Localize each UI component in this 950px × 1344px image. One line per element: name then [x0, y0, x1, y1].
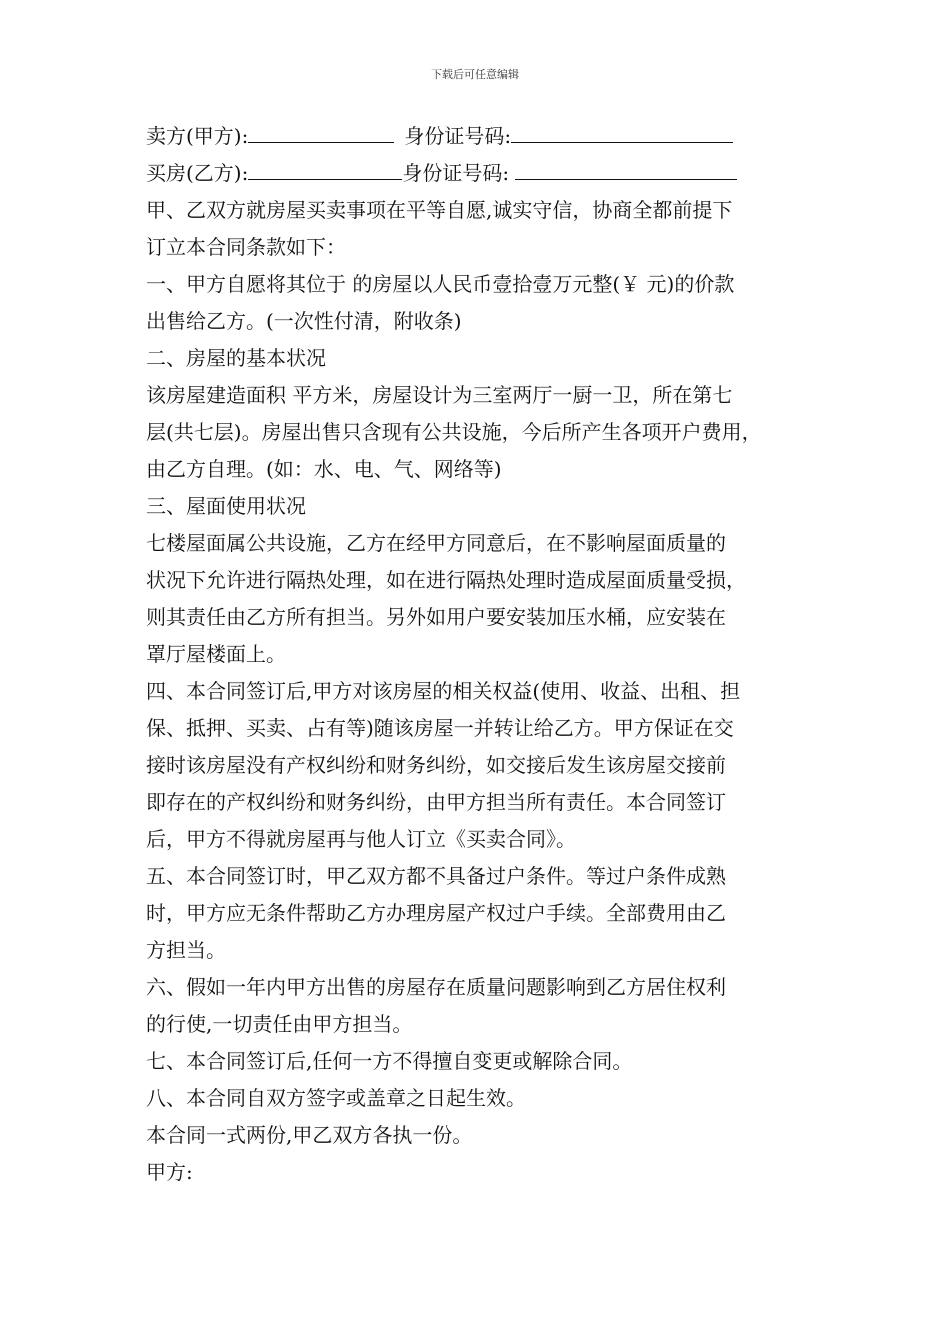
clause-line: 七楼屋面属公共设施，乙方在经甲方同意后，在不影响屋面质量的	[146, 531, 726, 555]
seller-name-field[interactable]	[248, 120, 394, 143]
buyer-line	[146, 155, 810, 192]
contract-body	[146, 118, 810, 1191]
clause-line: 四、本合同签订后,甲方对该房屋的相关权益(使用、收益、出租、担	[146, 679, 741, 703]
clause-line: 状况下允许进行隔热处理，如在进行隔热处理时造成屋面质量受损，	[146, 568, 746, 592]
section-heading: 二、房屋的基本状况	[146, 346, 326, 370]
signature-label: 甲方:	[146, 1160, 193, 1184]
clause-line: 甲、乙双方就房屋买卖事项在平等自愿,诚实守信，协商全都前提下	[146, 198, 733, 222]
clause-line: 八、本合同自双方签字或盖章之日起生效。	[146, 1086, 526, 1110]
clause-line: 的行使,一切责任由甲方担当。	[146, 1012, 413, 1036]
clause-line: 本合同一式两份,甲乙双方各执一份。	[146, 1123, 473, 1147]
clause-line: 罩厅屋楼面上。	[146, 642, 286, 666]
seller-id-field[interactable]	[511, 120, 733, 143]
clause-line: 订立本合同条款如下：	[146, 235, 346, 259]
clause-line: 该房屋建造面积 平方米，房屋设计为三室两厅一厨一卫，所在第七	[146, 383, 733, 407]
clause-line: 由乙方自理。(如：水、电、气、网络等)	[146, 457, 502, 481]
clause-line: 时，甲方应无条件帮助乙方办理房屋产权过户手续。全部费用由乙	[146, 901, 726, 925]
clause-line: 则其责任由乙方所有担当。另外如用户要安装加压水桶，应安装在	[146, 605, 726, 629]
seller-id-label: 身份证号码:	[404, 124, 512, 148]
buyer-id-field[interactable]	[515, 157, 737, 180]
clause-line: 六、假如一年内甲方出售的房屋存在质量问题影响到乙方居住权利	[146, 975, 726, 999]
clause-line: 即存在的产权纠纷和财务纠纷，由甲方担当所有责任。本合同签订	[146, 790, 726, 814]
clause-line: 方担当。	[146, 938, 226, 962]
clause-line: 接时该房屋没有产权纠纷和财务纠纷，如交接后发生该房屋交接前	[146, 753, 726, 777]
seller-label: 卖方(甲方):	[146, 124, 249, 148]
buyer-label: 买房(乙方):	[146, 161, 249, 185]
clause-line: 五、本合同签订时，甲乙双方都不具备过户条件。等过户条件成熟	[146, 864, 726, 888]
clause-line: 一、甲方自愿将其位于 的房屋以人民币壹拾壹万元整(￥ 元)的价款	[146, 272, 735, 296]
clause-line: 保、抵押、买卖、占有等)随该房屋一并转让给乙方。甲方保证在交	[146, 716, 734, 740]
clause-line: 七、本合同签订后,任何一方不得擅自变更或解除合同。	[146, 1049, 633, 1073]
seller-line	[146, 118, 810, 155]
section-heading: 三、屋面使用状况	[146, 494, 306, 518]
clause-line: 出售给乙方。(一次性付清，附收条)	[146, 309, 462, 333]
clause-line: 层(共七层)。房屋出售只含现有公共设施，今后所产生各项开户费用，	[146, 420, 762, 444]
clause-line: 后，甲方不得就房屋再与他人订立《买卖合同》。	[146, 827, 576, 851]
page-header: 下载后可任意编辑	[431, 68, 519, 81]
buyer-id-label: 身份证号码:	[402, 161, 510, 185]
buyer-name-field[interactable]	[248, 157, 402, 180]
